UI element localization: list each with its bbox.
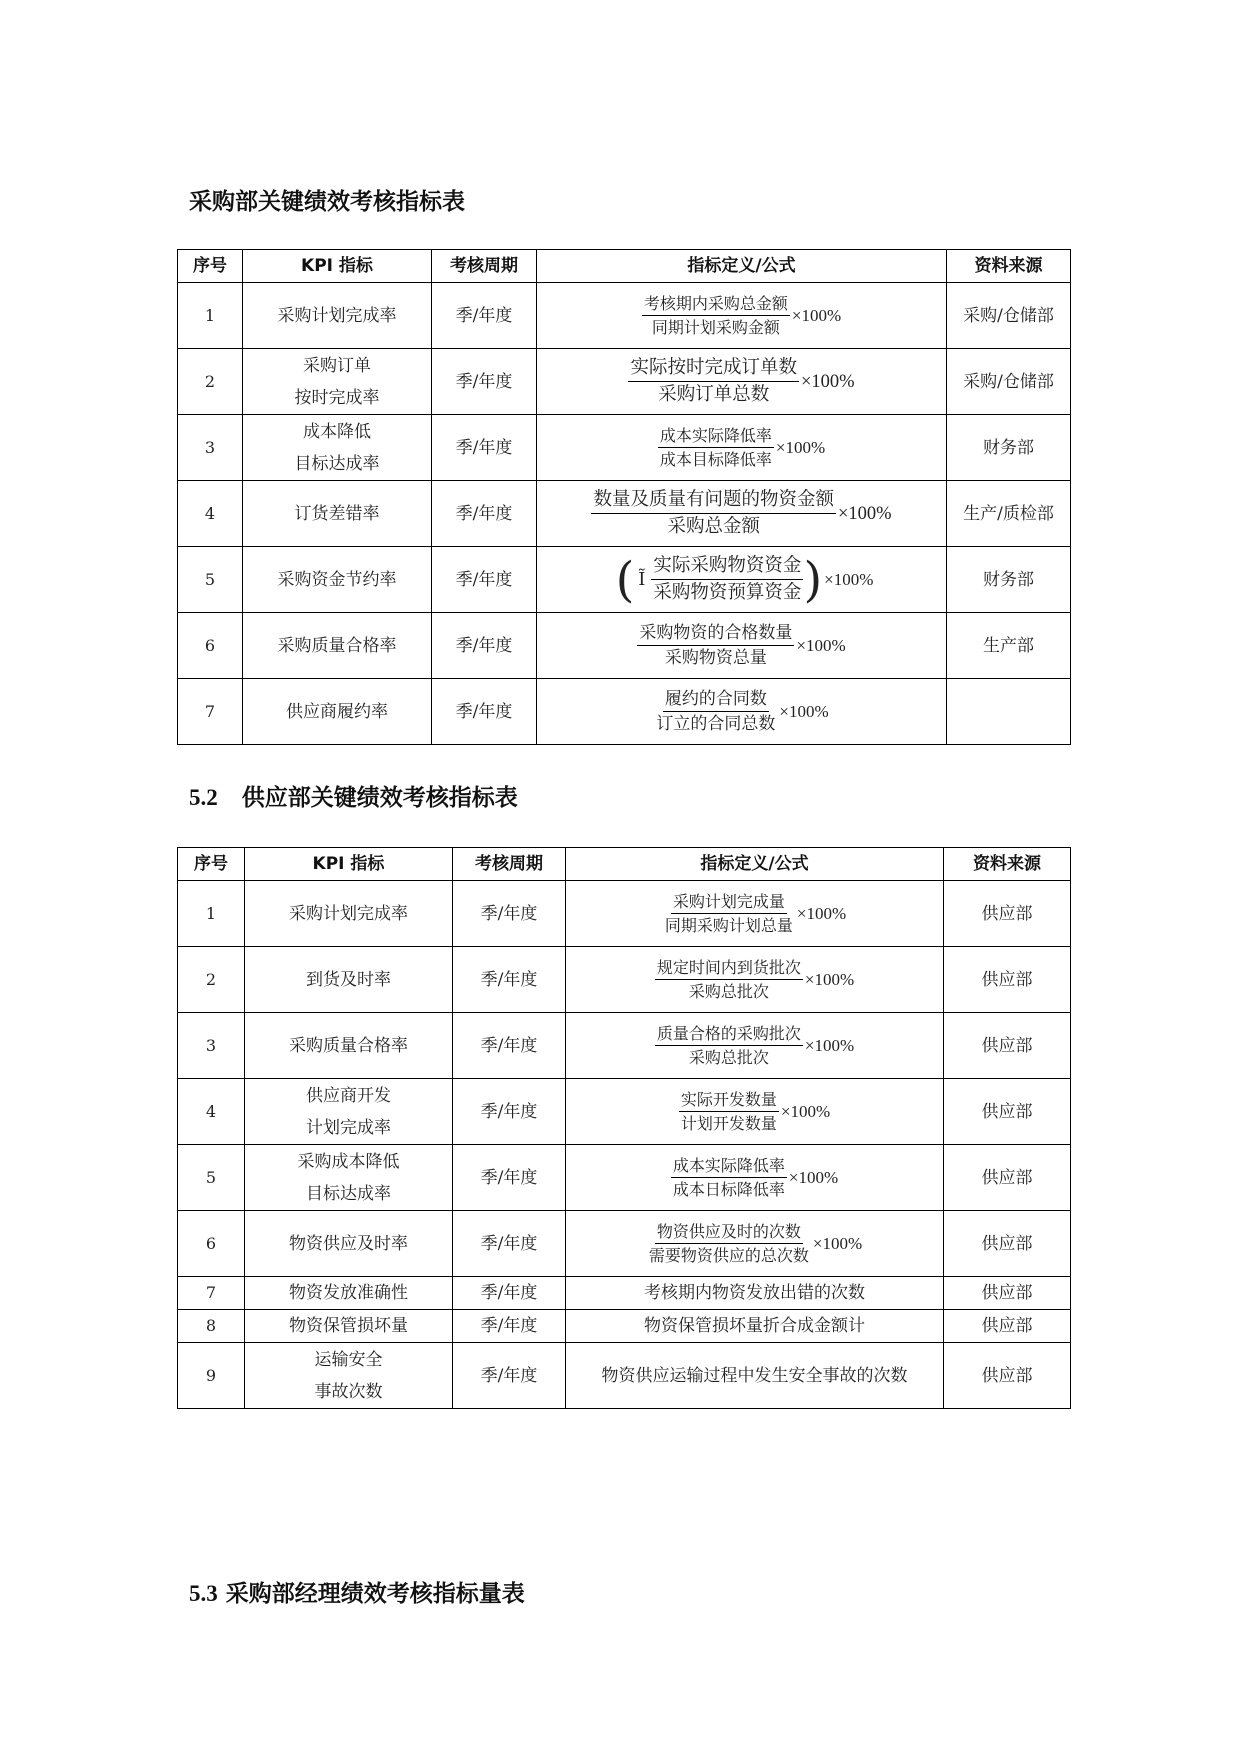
multiplier: ×100% (824, 569, 874, 589)
formula (566, 1079, 944, 1145)
period: 季/年度 (453, 1310, 566, 1343)
kpi-name: 采购计划完成率 (243, 283, 432, 349)
left-paren: ( (615, 551, 635, 608)
multiplier: ×100% (796, 903, 847, 923)
row-number: 6 (178, 1211, 245, 1277)
header-period: 考核周期 (432, 250, 537, 283)
period: 季/年度 (432, 547, 537, 613)
row-number: 6 (178, 613, 243, 679)
formula (566, 1145, 944, 1211)
kpi-name: 供应商履约率 (243, 679, 432, 745)
header-no: 序号 (178, 848, 245, 881)
definition-text: 物资保管损坏量折合成金额计 (566, 1310, 944, 1343)
row-number: 2 (178, 947, 245, 1013)
period: 季/年度 (432, 481, 537, 547)
table-row (178, 481, 1071, 547)
period: 季/年度 (453, 1145, 566, 1211)
header-kpi: KPI 指标 (243, 250, 432, 283)
kpi-name-line1: 供应商开发 (306, 1085, 391, 1106)
row-number: 3 (178, 1013, 245, 1079)
kpi-name-line2: 目标达成率 (294, 453, 380, 474)
numerator: 成本实际降低率 (658, 424, 774, 448)
procurement-kpi-table (177, 249, 1071, 745)
kpi-name-line1: 采购成本降低 (297, 1151, 400, 1172)
source: 财务部 (947, 547, 1071, 613)
source: 供应部 (944, 1145, 1071, 1211)
header-no: 序号 (178, 250, 243, 283)
table-row (178, 283, 1071, 349)
row-number: 4 (178, 1079, 245, 1145)
kpi-name: 物资保管损坏量 (245, 1310, 453, 1343)
kpi-name: 物资供应及时率 (245, 1211, 453, 1277)
table-row (178, 1310, 1071, 1343)
denominator: 成本目标降低率 (659, 450, 772, 469)
table-row (178, 1211, 1071, 1277)
kpi-name (245, 1079, 453, 1145)
numerator: 规定时间内到货批次 (655, 956, 803, 980)
section3-number: 5.3 (189, 1581, 218, 1606)
multiplier: ×100% (800, 371, 855, 392)
formula (537, 613, 947, 679)
section2-title-text: 供应部关键绩效考核指标表 (241, 785, 518, 811)
formula (566, 1211, 944, 1277)
header-definition: 指标定义/公式 (566, 848, 944, 881)
row-number: 5 (178, 1145, 245, 1211)
table-header-row (178, 848, 1071, 881)
period: 季/年度 (432, 679, 537, 745)
kpi-name-line2: 事故次数 (314, 1381, 383, 1402)
period: 季/年度 (453, 881, 566, 947)
multiplier: ×100% (804, 969, 855, 989)
table-row (178, 881, 1071, 947)
source: 供应部 (944, 1277, 1071, 1310)
period: 季/年度 (453, 1211, 566, 1277)
multiplier: ×100% (796, 635, 846, 655)
kpi-name (245, 1343, 453, 1409)
kpi-name-line1: 运输安全 (314, 1349, 383, 1370)
multiplier: ×100% (804, 1035, 855, 1055)
row-number: 2 (178, 349, 243, 415)
table-row (178, 1079, 1071, 1145)
multiplier: ×100% (791, 305, 842, 325)
denominator: 采购物资预算资金 (653, 582, 802, 603)
kpi-name: 订货差错率 (243, 481, 432, 547)
numerator: 成本实际降低率 (671, 1154, 787, 1178)
multiplier: ×100% (837, 503, 892, 524)
multiplier: ×100% (779, 701, 829, 721)
period: 季/年度 (453, 1013, 566, 1079)
kpi-name: 采购质量合格率 (243, 613, 432, 679)
table-row (178, 947, 1071, 1013)
table-row (178, 547, 1071, 613)
numerator: 物资供应及时的次数 (655, 1220, 803, 1244)
row-number: 8 (178, 1310, 245, 1343)
header-source: 资料来源 (944, 848, 1071, 881)
row-number: 4 (178, 481, 243, 547)
header-definition: 指标定义/公式 (537, 250, 947, 283)
kpi-name (243, 349, 432, 415)
source: 生产部 (947, 613, 1071, 679)
formula (537, 349, 947, 415)
section2-title (189, 779, 518, 812)
multiplier: ×100% (788, 1167, 839, 1187)
table-header-row (178, 250, 1071, 283)
multiplier: ×100% (812, 1233, 863, 1253)
kpi-name-line2: 计划完成率 (306, 1117, 391, 1138)
table-row (178, 1013, 1071, 1079)
row-number: 7 (178, 1277, 245, 1310)
numerator: 履约的合同数 (663, 687, 769, 712)
denominator: 订立的合同总数 (656, 714, 776, 734)
period: 季/年度 (453, 1079, 566, 1145)
formula (537, 415, 947, 481)
period: 季/年度 (453, 1343, 566, 1409)
formula (537, 547, 947, 613)
table-row (178, 349, 1071, 415)
period: 季/年度 (432, 283, 537, 349)
period: 季/年度 (432, 415, 537, 481)
definition-text: 考核期内物资发放出错的次数 (566, 1277, 944, 1310)
section1-title-text: 采购部关键绩效考核指标表 (189, 189, 465, 215)
numerator: 实际开发数量 (679, 1088, 779, 1112)
source: 供应部 (944, 947, 1071, 1013)
numerator: 实际按时完成订单数 (628, 355, 799, 382)
source: 生产/质检部 (947, 481, 1071, 547)
right-paren: ) (803, 551, 823, 608)
numerator: 考核期内采购总金额 (642, 292, 790, 316)
table-row (178, 613, 1071, 679)
section3-title (189, 1575, 525, 1608)
kpi-name: 到货及时率 (245, 947, 453, 1013)
source: 供应部 (944, 1343, 1071, 1409)
source: 供应部 (944, 1013, 1071, 1079)
source: 供应部 (944, 1079, 1071, 1145)
denominator: 采购总批次 (688, 982, 769, 1001)
formula (566, 947, 944, 1013)
kpi-name-line2: 按时完成率 (294, 387, 380, 408)
numerator: 数量及质量有问题的物资金额 (591, 487, 836, 514)
denominator: 成本日标降低率 (672, 1180, 785, 1199)
source: 供应部 (944, 1310, 1071, 1343)
row-number: 5 (178, 547, 243, 613)
row-number: 7 (178, 679, 243, 745)
formula (537, 481, 947, 547)
section2-number: 5.2 (189, 785, 218, 810)
source: 采购/仓储部 (947, 349, 1071, 415)
formula (566, 1013, 944, 1079)
section3-title-text: 采购部经理绩效考核指标量表 (225, 1581, 525, 1607)
denominator: 采购物资总量 (664, 648, 767, 668)
period: 季/年度 (453, 947, 566, 1013)
multiplier: ×100% (780, 1101, 831, 1121)
denominator: 采购总批次 (688, 1048, 769, 1067)
header-kpi: KPI 指标 (245, 848, 453, 881)
source: 采购/仓储部 (947, 283, 1071, 349)
kpi-name: 采购资金节约率 (243, 547, 432, 613)
table-row (178, 1145, 1071, 1211)
kpi-name: 物资发放准确性 (245, 1277, 453, 1310)
header-source: 资料来源 (947, 250, 1071, 283)
source: 供应部 (944, 881, 1071, 947)
multiplier: ×100% (775, 437, 826, 457)
denominator: 计划开发数量 (680, 1114, 777, 1133)
source: 财务部 (947, 415, 1071, 481)
table-row (178, 1343, 1071, 1409)
period: 季/年度 (432, 613, 537, 679)
numerator: 实际采购物资资金 (651, 553, 803, 580)
kpi-name-line1: 成本降低 (303, 421, 371, 442)
denominator: 采购订单总数 (658, 384, 770, 405)
kpi-name: 采购质量合格率 (245, 1013, 453, 1079)
numerator: 质量合格的采购批次 (655, 1022, 803, 1046)
kpi-name: 采购计划完成率 (245, 881, 453, 947)
row-number: 1 (178, 283, 243, 349)
period: 季/年度 (432, 349, 537, 415)
period: 季/年度 (453, 1277, 566, 1310)
formula (537, 283, 947, 349)
supply-kpi-table (177, 847, 1071, 1409)
denominator: 同期采购计划总量 (664, 916, 793, 935)
row-number: 9 (178, 1343, 245, 1409)
denominator: 采购总金额 (667, 516, 760, 537)
section1-title (189, 183, 465, 216)
table-row (178, 1277, 1071, 1310)
numerator: 采购物资的合格数量 (637, 621, 794, 646)
denominator: 同期计划采购金额 (651, 318, 780, 337)
row-number: 1 (178, 881, 245, 947)
definition-text: 物资供应运输过程中发生安全事故的次数 (566, 1343, 944, 1409)
kpi-name (245, 1145, 453, 1211)
formula (566, 881, 944, 947)
header-period: 考核周期 (453, 848, 566, 881)
table-row (178, 415, 1071, 481)
source: 供应部 (944, 1211, 1071, 1277)
denominator: 需要物资供应的总次数 (648, 1246, 809, 1265)
row-number: 3 (178, 415, 243, 481)
formula (537, 679, 947, 745)
kpi-name-line2: 目标达成率 (306, 1183, 391, 1204)
kpi-name-line1: 采购订单 (303, 355, 371, 376)
kpi-name (243, 415, 432, 481)
formula-prefix: Ĩ (638, 568, 646, 590)
numerator: 采购计划完成量 (671, 890, 787, 914)
table-row (178, 679, 1071, 745)
source (947, 679, 1071, 745)
